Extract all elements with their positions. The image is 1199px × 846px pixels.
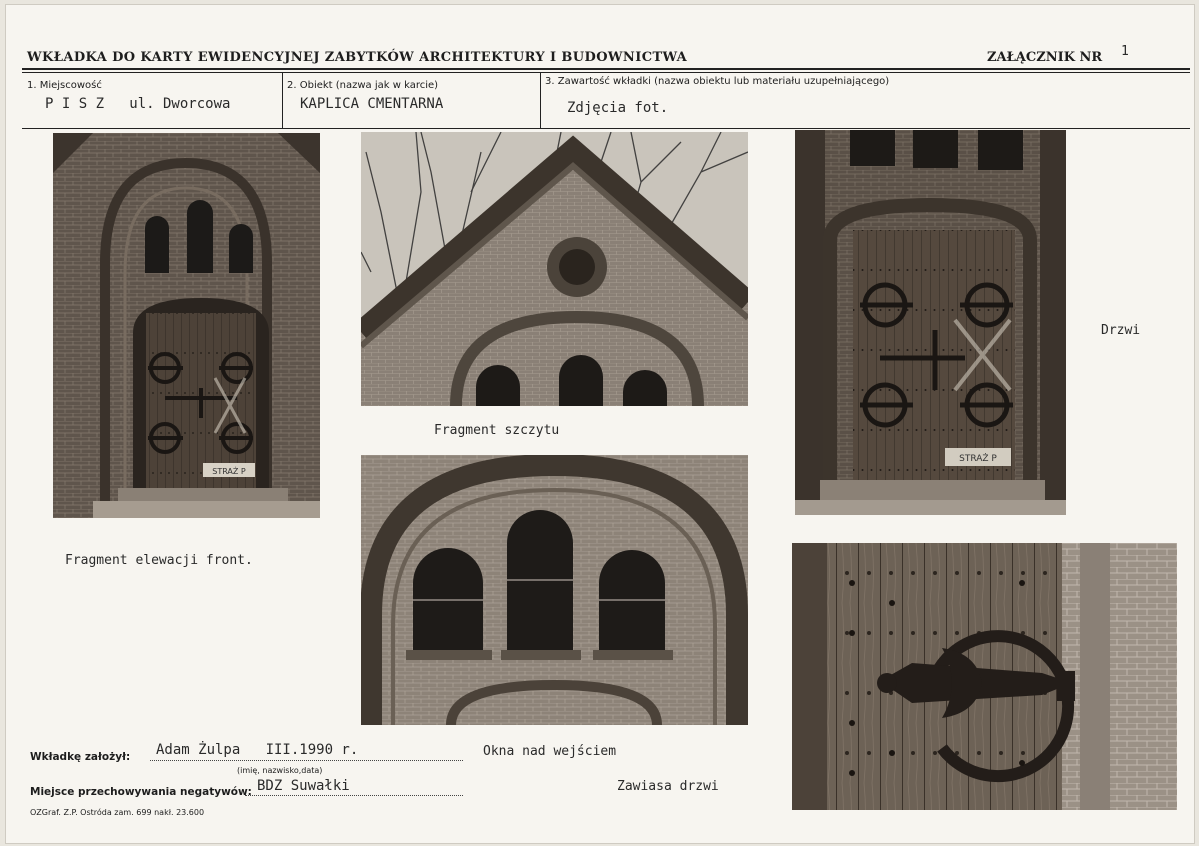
field-divider-2 <box>540 73 541 129</box>
author-hint: (imię, nazwisko,data) <box>237 766 323 775</box>
photo-windows <box>361 455 748 725</box>
printer-note: OZGraf. Z.P. Ostróda zam. 699 nakł. 23.600 <box>30 808 205 817</box>
front-door-sign: STRAŻ P <box>212 467 246 476</box>
caption-door: Drzwi <box>1101 323 1141 338</box>
caption-gable: Fragment szczytu <box>434 423 560 438</box>
author-value: Adam Żulpa III.1990 r. <box>156 742 359 758</box>
photo-front-elevation <box>53 133 320 518</box>
form-title: WKŁADKA DO KARTY EWIDENCYJNEJ ZABYTKÓW ARCHITEKTURY I BUDOWNICTWA <box>27 50 688 65</box>
location-label: 1. Miejscowość <box>27 80 102 91</box>
storage-label: Miejsce przechowywania negatywów: <box>30 786 252 798</box>
annex-label: ZAŁĄCZNIK NR <box>987 50 1103 65</box>
object-label: 2. Obiekt (nazwa jak w karcie) <box>287 80 439 91</box>
contents-value: Zdjęcia fot. <box>567 100 669 116</box>
author-dotted-line <box>150 760 463 761</box>
photo-hinge <box>792 543 1177 810</box>
storage-value: BDZ Suwałki <box>257 778 350 794</box>
photo-door <box>795 130 1066 515</box>
location-value: P I S Z ul. Dworcowa <box>45 96 231 112</box>
door-sign: STRAŻ P <box>959 454 997 464</box>
storage-dotted-line <box>245 795 463 796</box>
caption-front-elevation: Fragment elewacji front. <box>65 553 253 568</box>
caption-hinge: Zawiasa drzwi <box>617 779 719 794</box>
caption-windows: Okna nad wejściem <box>483 744 617 759</box>
header-rule-bottom <box>22 128 1190 129</box>
header-rule-top <box>22 68 1190 70</box>
object-value: KAPLICA CMENTARNA <box>300 96 444 112</box>
photo-gable <box>361 132 748 406</box>
header-rule-double <box>22 72 1190 73</box>
field-divider-1 <box>282 73 283 129</box>
annex-number: 1 <box>1121 44 1129 59</box>
contents-label: 3. Zawartość wkładki (nazwa obiektu lub materiału uzupełniającego) <box>545 76 890 87</box>
author-label: Wkładkę założył: <box>30 751 131 763</box>
